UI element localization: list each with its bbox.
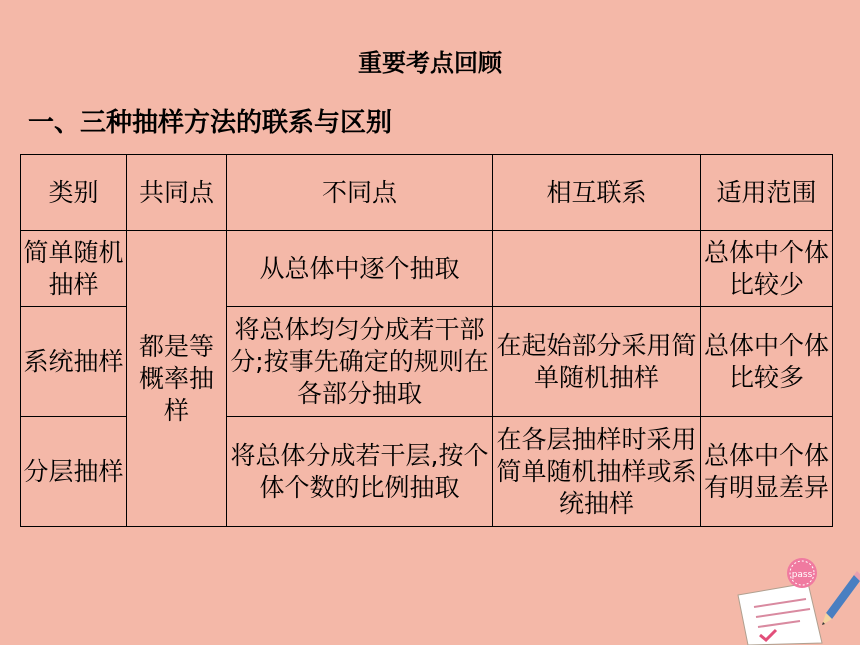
cell-difference: 从总体中逐个抽取 [227, 231, 493, 307]
cell-category: 简单随机抽样 [21, 231, 127, 307]
cell-scope: 总体中个体比较多 [701, 307, 833, 417]
cell-relation [493, 231, 701, 307]
sticker-badge [787, 558, 817, 588]
cell-common-point: 都是等概率抽样 [127, 231, 227, 527]
table-header-row [21, 155, 833, 231]
paper-pencil-illustration [730, 555, 860, 645]
cell-difference: 将总体分成若干层,按个体个数的比例抽取 [227, 417, 493, 527]
cell-difference: 将总体均匀分成若干部分;按事先确定的规则在各部分抽取 [227, 307, 493, 417]
header-scope: 适用范围 [701, 155, 833, 231]
pencil-icon [822, 571, 860, 625]
cell-category: 系统抽样 [21, 307, 127, 417]
table-row [21, 231, 833, 307]
header-common-point: 共同点 [127, 155, 227, 231]
cell-relation: 在各层抽样时采用简单随机抽样或系统抽样 [493, 417, 701, 527]
paper-icon [738, 583, 822, 645]
page-title: 重要考点回顾 [358, 49, 502, 77]
cell-category: 分层抽样 [21, 417, 127, 527]
header-difference: 不同点 [227, 155, 493, 231]
cell-scope: 总体中个体比较少 [701, 231, 833, 307]
section-heading: 一、三种抽样方法的联系与区别 [28, 108, 393, 138]
comparison-table [20, 154, 833, 527]
cell-scope: 总体中个体有明显差异 [701, 417, 833, 527]
sticker-text: pass [791, 570, 813, 580]
header-relation: 相互联系 [493, 155, 701, 231]
header-category: 类别 [21, 155, 127, 231]
cell-relation: 在起始部分采用简单随机抽样 [493, 307, 701, 417]
